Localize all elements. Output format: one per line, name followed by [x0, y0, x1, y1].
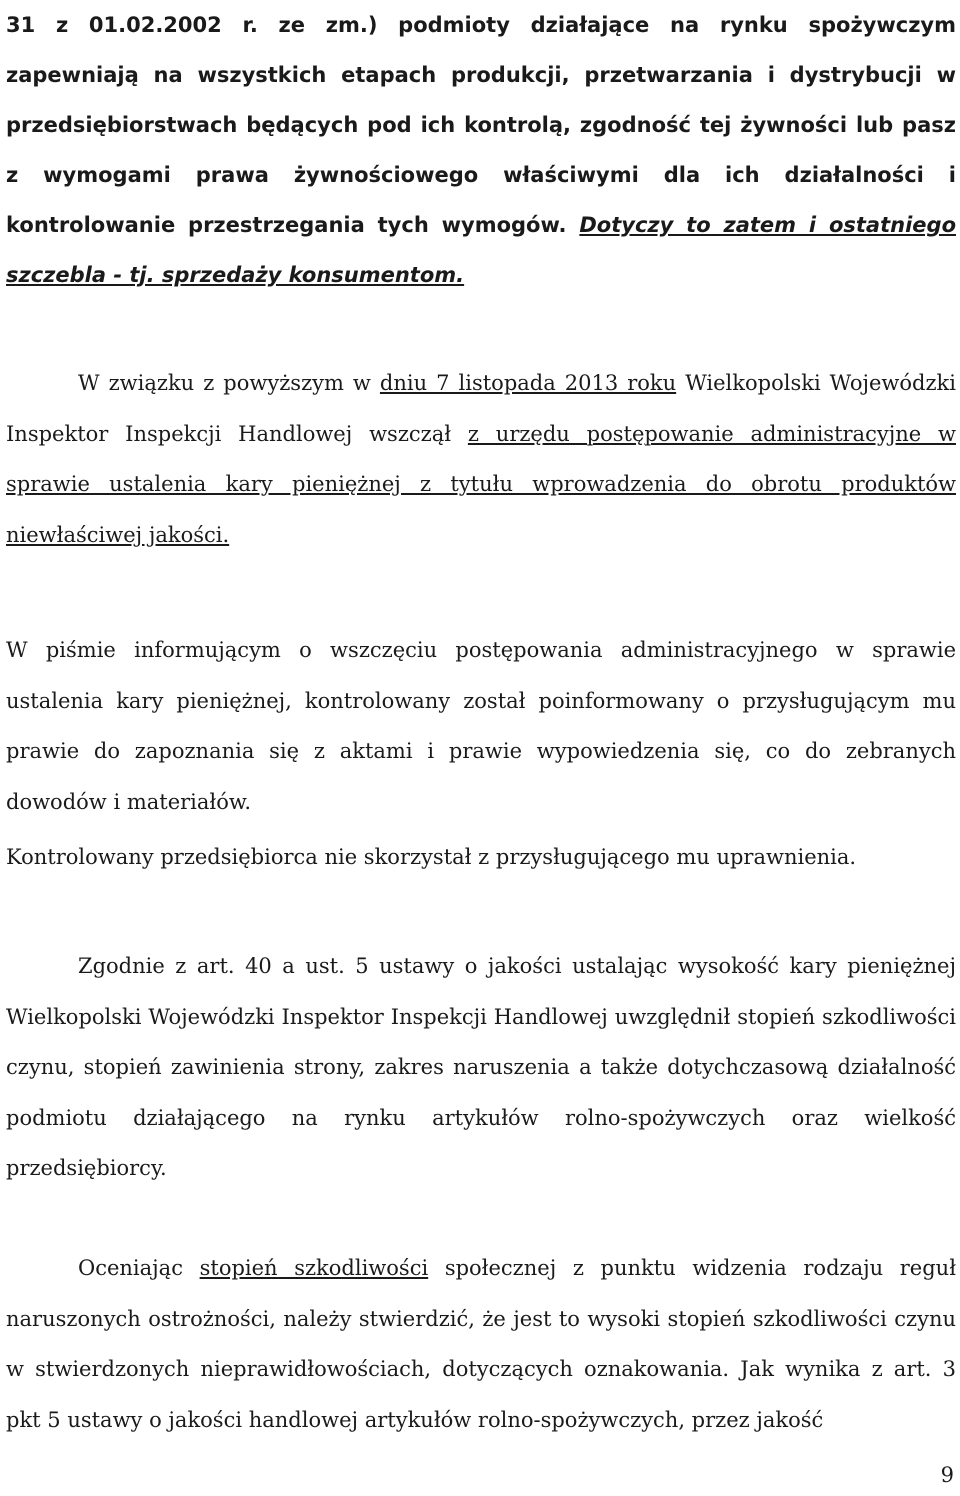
- page-number: 9: [940, 1463, 954, 1487]
- text-segment: W związku z powyższym w: [78, 371, 380, 395]
- text-segment: Wielkopolski Wojewódzki Inspektor Inspekcji Handlowej wszczął: [6, 371, 956, 446]
- text-segment: społecznej z punktu widzenia rodzaju reguł naruszonych ostrożności, należy stwierdzić, że jest to wysoki stopień szkodliwości czynu w stwierdzonych nieprawidłowościach, dotyczących oznakowania. Jak wynika z art. 3 pkt 5 ustawy o jakości handlowej artykułów rolno-spożywczych, przez jakość: [6, 1256, 957, 1432]
- underlined-date: dniu 7 listopada 2013 roku: [379, 371, 677, 395]
- underlined-proceedings: z urzędu postępowanie administracyjne w sprawie ustalenia kary pieniężnej z tytułu wprowadzenia do obrotu produktów niewłaściwej jakości.: [6, 421, 956, 547]
- underlined-harm-degree: stopień szkodliwości: [199, 1256, 429, 1280]
- paragraph-food-law-obligations: [6, 0, 956, 300]
- paragraph-harm-assessment: [6, 1243, 956, 1445]
- paragraph-notification-letter: W piśmie informującym o wszczęciu postępowania administracyjnego w sprawie ustalenia kary pieniężnej, kontrolowany został poinformowany o przysługującym mu prawie do zapoznania się z aktami i prawie wypowiedzenia się, co do zebranych dowodów i materiałów.: [6, 638, 956, 814]
- text-segment: Oceniając: [78, 1256, 200, 1280]
- paragraph-penalty-basis: Zgodnie z art. 40 a ust. 5 ustawy o jakości ustalając wysokość kary pieniężnej Wielkopolski Wojewódzki Inspektor Inspekcji Handlowej uwzględnił stopień szkodliwości czynu, stopień zawinienia strony, zakres naruszenia a także dotychczasową działalność podmiotu działającego na rynku artykułów rolno-spożywczych oraz wielkość przedsiębiorcy.: [6, 954, 956, 1180]
- paragraph-right-not-used: Kontrolowany przedsiębiorca nie skorzystał z przysługującego mu uprawnienia.: [6, 845, 857, 869]
- paragraph-italic-underlined-text: Dotyczy to zatem i ostatniego szczebla - tj. sprzedaży konsumentom.: [6, 213, 956, 287]
- paragraph-proceedings-initiated: [6, 358, 956, 560]
- paragraph-bold-text: 31 z 01.02.2002 r. ze zm.) podmioty działające na rynku spożywczym zapewniają na wszystkich etapach produkcji, przetwarzania i dystrybucji w przedsiębiorstwach będących pod ich kontrolą, zgodność tej żywności lub pasz z wymogami prawa żywnościowego właściwymi dla ich działalności i kontrolowanie przestrzegania tych wymogów.: [6, 13, 956, 237]
